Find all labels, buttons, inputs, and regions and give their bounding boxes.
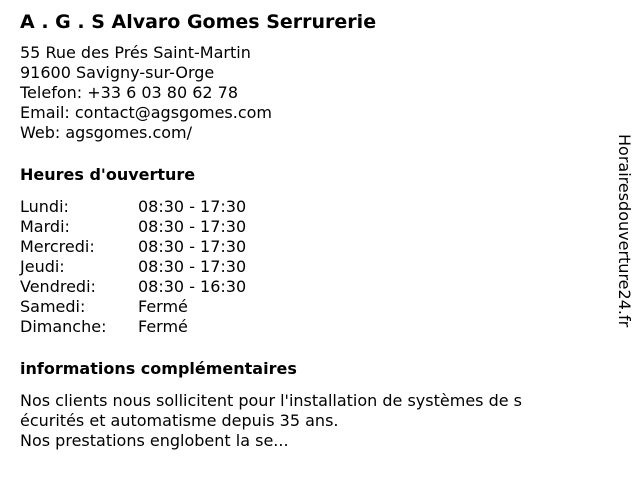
info-line: Nos prestations englobent la se...: [20, 431, 289, 450]
info-line: écurités et automatisme depuis 35 ans.: [20, 411, 339, 430]
address-street: 55 Rue des Prés Saint-Martin: [20, 43, 251, 62]
day-hours: 08:30 - 17:30: [138, 237, 247, 256]
day-hours: Fermé: [138, 317, 188, 336]
info-heading: informations complémentaires: [20, 359, 297, 378]
day-label: Jeudi:: [20, 257, 65, 276]
website: Web: agsgomes.com/: [20, 123, 193, 142]
day-hours: 08:30 - 17:30: [138, 257, 247, 276]
day-label: Samedi:: [20, 297, 86, 316]
business-card: [20, 10, 600, 451]
info-description: [20, 391, 580, 451]
hours-row-sunday: [20, 317, 600, 337]
hours-table: [20, 197, 600, 337]
info-line: Nos clients nous sollicitent pour l'installation de systèmes de s: [20, 391, 522, 410]
site-watermark: Horairesdouverture24.fr: [615, 134, 634, 328]
day-label: Mardi:: [20, 217, 70, 236]
hours-row-monday: [20, 197, 600, 217]
day-hours: 08:30 - 17:30: [138, 217, 247, 236]
hours-row-wednesday: [20, 237, 600, 257]
day-label: Dimanche:: [20, 317, 107, 336]
hours-row-thursday: [20, 257, 600, 277]
day-hours: Fermé: [138, 297, 188, 316]
hours-row-friday: [20, 277, 600, 297]
day-hours: 08:30 - 16:30: [138, 277, 247, 296]
hours-row-saturday: [20, 297, 600, 317]
business-name: A . G . S Alvaro Gomes Serrurerie: [20, 11, 377, 33]
phone-number: Telefon: +33 6 03 80 62 78: [20, 83, 239, 102]
address-city: 91600 Savigny-sur-Orge: [20, 63, 215, 82]
day-label: Vendredi:: [20, 277, 96, 296]
day-hours: 08:30 - 17:30: [138, 197, 247, 216]
email-address: Email: contact@agsgomes.com: [20, 103, 273, 122]
day-label: Lundi:: [20, 197, 69, 216]
hours-row-tuesday: [20, 217, 600, 237]
hours-heading: Heures d'ouverture: [20, 165, 196, 184]
day-label: Mercredi:: [20, 237, 95, 256]
